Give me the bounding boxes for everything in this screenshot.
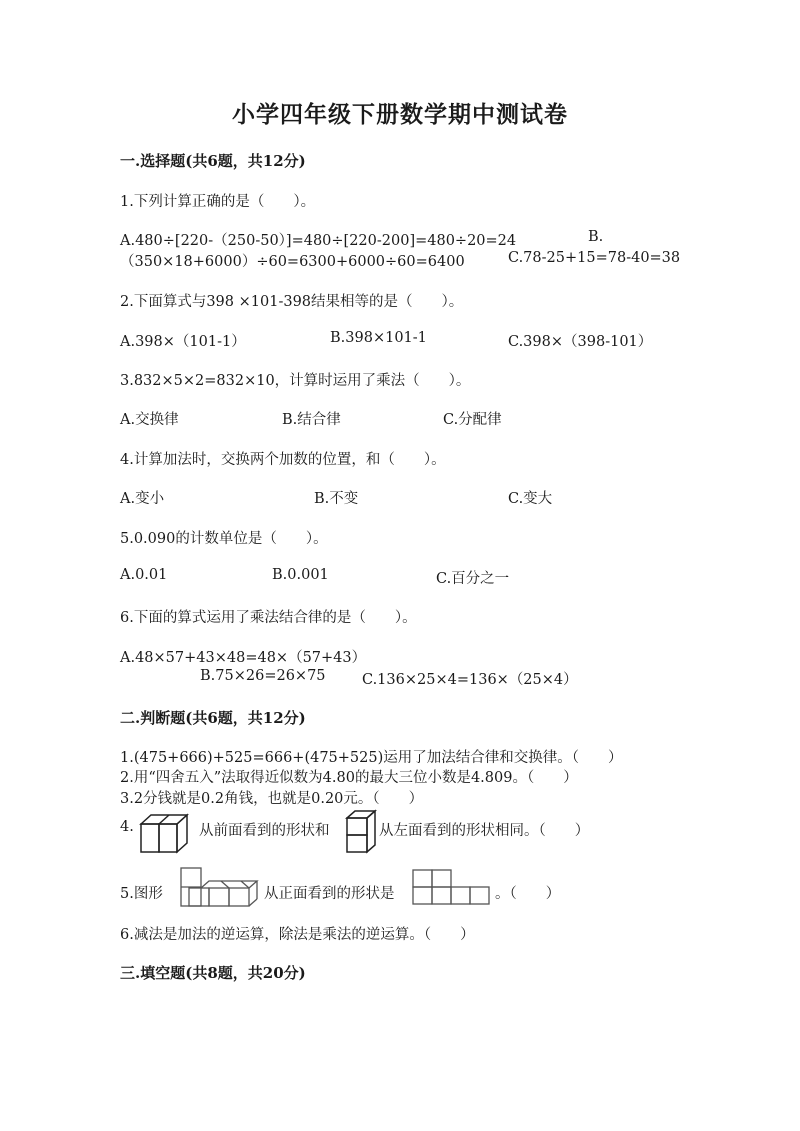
option-c: C.百分之一 <box>436 571 510 587</box>
option-b-expression: （350×18+6000）÷60=6300+6000÷60=6400 <box>120 254 465 270</box>
option-b: B.398×101-1 <box>330 330 427 346</box>
option-a: A.480÷[220-（250-50）]=480÷[220-200]=480÷20=24 <box>120 233 517 249</box>
option-c: C.136×25×4=136×（25×4） <box>362 672 578 688</box>
cube-stack-figure <box>344 808 378 856</box>
option-a: A.变小 <box>120 491 165 507</box>
option-b: B. <box>588 229 604 245</box>
option-c: C.变大 <box>508 491 553 507</box>
option-b: B.75×26=26×75 <box>200 668 326 684</box>
option-c: C.分配律 <box>443 412 502 428</box>
question-stem: 2.下面算式与398 ×101-398结果相等的是（ ）。 <box>120 294 464 310</box>
judge-item: 2.用“四舍五入”法取得近似数为4.80的最大三位小数是4.809。（ ） <box>120 770 578 786</box>
option-a: A.交换律 <box>120 412 179 428</box>
judge-item-5-number: 5.图形 <box>120 886 163 902</box>
question-stem: 4.计算加法时，交换两个加数的位置，和（ ）。 <box>120 452 446 468</box>
option-c: C.398×（398-101） <box>508 334 653 350</box>
judge-item-4-text2: 从左面看到的形状相同。（ ） <box>379 823 590 839</box>
option-b: B.0.001 <box>272 567 329 583</box>
section-heading-choice: 一.选择题(共6题，共12分) <box>120 152 306 170</box>
page-title: 小学四年级下册数学期中测试卷 <box>232 101 568 128</box>
cube-row-figure <box>138 812 194 854</box>
judge-item-4-number: 4. <box>120 819 134 835</box>
question-stem: 1.下列计算正确的是（ ）。 <box>120 194 316 210</box>
judge-item: 1.(475+666)+525=666+(475+525)运用了加法结合律和交换律。（ ） <box>120 750 623 766</box>
question-stem: 5.0.090的计数单位是（ ）。 <box>120 531 328 547</box>
judge-item-5-text2: 。（ ） <box>495 886 561 902</box>
section-heading-judge: 二.判断题(共6题，共12分) <box>120 709 306 727</box>
option-c: C.78-25+15=78-40=38 <box>508 250 681 266</box>
question-stem: 6.下面的算式运用了乘法结合律的是（ ）。 <box>120 610 417 626</box>
judge-item: 6.减法是加法的逆运算，除法是乘法的逆运算。（ ） <box>120 927 475 943</box>
option-b: B.结合律 <box>282 412 341 428</box>
front-view-figure <box>410 866 492 908</box>
judge-item: 3.2分钱就是0.2角钱，也就是0.20元。（ ） <box>120 791 424 807</box>
option-b: B.不变 <box>314 491 359 507</box>
option-a: A.48×57+43×48=48×（57+43） <box>120 650 367 666</box>
option-a: A.0.01 <box>120 567 168 583</box>
judge-item-5-text1: 从正面看到的形状是 <box>264 886 395 902</box>
question-stem: 3.832×5×2=832×10，计算时运用了乘法（ ）。 <box>120 373 471 389</box>
judge-item-4-text1: 从前面看到的形状和 <box>199 823 330 839</box>
solid-figure <box>177 862 263 912</box>
section-heading-fill: 三.填空题(共8题，共20分) <box>120 964 306 982</box>
option-a: A.398×（101-1） <box>120 334 246 350</box>
